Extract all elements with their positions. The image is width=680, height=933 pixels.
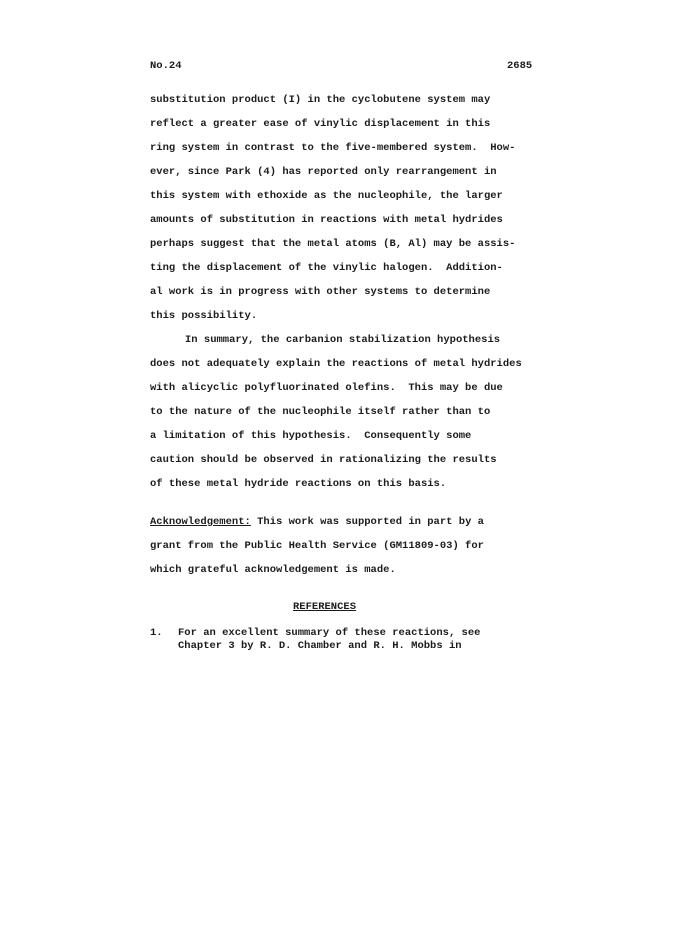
- text-line: substitution product (I) in the cyclobutene system may: [150, 94, 491, 106]
- acknowledgement-line: [150, 516, 484, 528]
- text-line: grant from the Public Health Service (GM11809-03) for: [150, 540, 484, 552]
- text-line: a limitation of this hypothesis. Consequently some: [150, 430, 472, 442]
- text-line: to the nature of the nucleophile itself rather than to: [150, 406, 491, 418]
- text-line: ting the displacement of the vinylic halogen. Addition-: [150, 262, 503, 274]
- reference-text-line: Chapter 3 by R. D. Chamber and R. H. Mobbs in: [178, 640, 462, 652]
- text-line: with alicyclic polyfluorinated olefins. This may be due: [150, 382, 503, 394]
- text-line: perhaps suggest that the metal atoms (B, Al) may be assis-: [150, 238, 516, 250]
- text-line: does not adequately explain the reactions of metal hydrides: [150, 358, 522, 370]
- text-line: caution should be observed in rationalizing the results: [150, 454, 497, 466]
- text-line: In summary, the carbanion stabilization hypothesis: [185, 334, 501, 346]
- text-line: which grateful acknowledgement is made.: [150, 564, 396, 576]
- text-line: this system with ethoxide as the nucleophile, the larger: [150, 190, 503, 202]
- reference-text-line: For an excellent summary of these reactions, see: [178, 627, 481, 639]
- text-line: of these metal hydride reactions on this basis.: [150, 478, 447, 490]
- text-line: reflect a greater ease of vinylic displacement in this: [150, 118, 491, 130]
- reference-number: 1.: [150, 627, 163, 639]
- references-heading: REFERENCES: [293, 601, 357, 613]
- text-line: amounts of substitution in reactions with metal hydrides: [150, 214, 503, 226]
- acknowledgement-heading: Acknowledgement:: [150, 516, 251, 528]
- page-number: 2685: [507, 60, 533, 72]
- text-line: this possibility.: [150, 310, 258, 322]
- text-line: al work is in progress with other systems to determine: [150, 286, 491, 298]
- journal-number: No.24: [150, 60, 182, 72]
- text-line: ever, since Park (4) has reported only rearrangement in: [150, 166, 497, 178]
- acknowledgement-text: This work was supported in part by a: [250, 516, 484, 528]
- text-line: ring system in contrast to the five-membered system. How-: [150, 142, 516, 154]
